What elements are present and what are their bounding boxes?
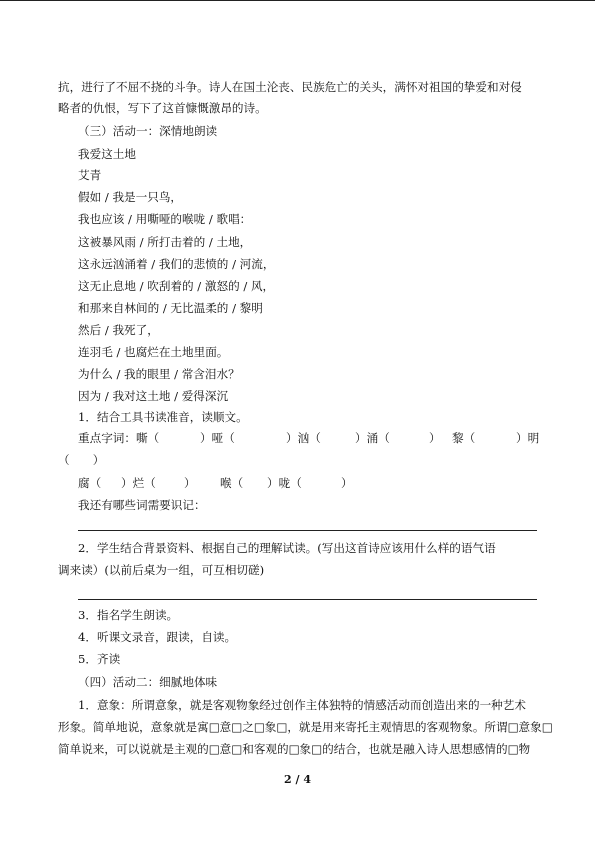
keyword-blank: 喉（ bbox=[220, 476, 244, 490]
keyword-blank: ）涌（ bbox=[355, 431, 390, 445]
poem-line: 这无止息地 / 吹刮着的 / 激怒的 / 风， bbox=[78, 279, 275, 293]
keyword-blank: ） bbox=[429, 431, 441, 445]
poem-line: 连羽毛 / 也腐烂在土地里面。 bbox=[78, 345, 229, 359]
step-2-line-1: 2．学生结合背景资料、根据自己的理解试读。(写出这首诗应该用什么样的语气语 bbox=[78, 541, 496, 555]
step-5: 5．齐读 bbox=[78, 652, 121, 666]
header-rule bbox=[0, 0, 595, 1]
keyword-blank: 腐（ bbox=[78, 476, 102, 490]
answer-line bbox=[78, 530, 537, 531]
keyword-blank: ） bbox=[184, 476, 196, 490]
keyword-blank: ） bbox=[341, 476, 353, 490]
keyword-blank: ）汹（ bbox=[286, 431, 321, 445]
keywords-row-1-cont: （ ） bbox=[58, 453, 105, 467]
keyword-blank: ）明 bbox=[516, 431, 540, 445]
imagery-line-3: 简单说来，可以说就是主观的□意□和客观的□象□的结合，也就是融入诗人思想感情的□物 bbox=[58, 742, 531, 756]
keyword-blank: ）咙（ bbox=[267, 476, 302, 490]
poem-line: 这被暴风雨 / 所打击着的 / 土地， bbox=[78, 235, 252, 249]
poem-author: 艾青 bbox=[78, 168, 102, 182]
poem-line: 这永远汹涌着 / 我们的悲愤的 / 河流， bbox=[78, 257, 275, 271]
poem-line: 然后 / 我死了， bbox=[78, 323, 159, 337]
answer-line bbox=[78, 599, 537, 600]
keyword-blank: ）哑（ bbox=[200, 431, 235, 445]
poem-line: 假如 / 我是一只鸟， bbox=[78, 190, 183, 204]
step-2-line-2: 调来读）(以前后桌为一组，可互相切磋) bbox=[58, 563, 265, 577]
page-number: 2 / 4 bbox=[284, 773, 311, 786]
keyword-blank: 黎（ bbox=[452, 431, 476, 445]
more-words-prompt: 我还有哪些词需要识记： bbox=[78, 498, 206, 512]
activity2-heading: （四）活动二：细腻地体味 bbox=[78, 675, 218, 689]
intro-line-2: 略者的仇恨，写下了这首慷慨激昂的诗。 bbox=[58, 101, 267, 115]
activity1-heading: （三）活动一：深情地朗读 bbox=[78, 124, 218, 138]
poem-line: 和那来自林间的 / 无比温柔的 / 黎明 bbox=[78, 301, 263, 315]
imagery-line-1: 1．意象：所谓意象，就是客观物象经过创作主体独特的情感活动而创造出来的一种艺术 bbox=[78, 698, 526, 712]
intro-line-1: 抗，进行了不屈不挠的斗争。诗人在国土沦丧、民族危亡的关头，满怀对祖国的挚爱和对侵 bbox=[58, 80, 522, 94]
keyword-blank: ）烂（ bbox=[121, 476, 156, 490]
step-4: 4．听课文录音，跟读，自读。 bbox=[78, 630, 237, 644]
poem-title: 我爱这土地 bbox=[78, 147, 136, 161]
imagery-line-2: 形象。简单地说，意象就是寓□意□之□象□，就是用来寄托主观情思的客观物象。所谓□意象□ bbox=[58, 720, 553, 734]
poem-line: 因为 / 我对这土地 / 爱得深沉 bbox=[78, 389, 229, 403]
step-1: 1．结合工具书读准音，读顺文。 bbox=[78, 410, 248, 424]
keyword-blank: 重点字词：嘶（ bbox=[78, 431, 160, 445]
poem-line: 为什么 / 我的眼里 / 常含泪水？ bbox=[78, 367, 240, 381]
poem-line: 我也应该 / 用嘶哑的喉咙 / 歌唱： bbox=[78, 212, 252, 226]
step-3: 3．指名学生朗读。 bbox=[78, 608, 179, 622]
